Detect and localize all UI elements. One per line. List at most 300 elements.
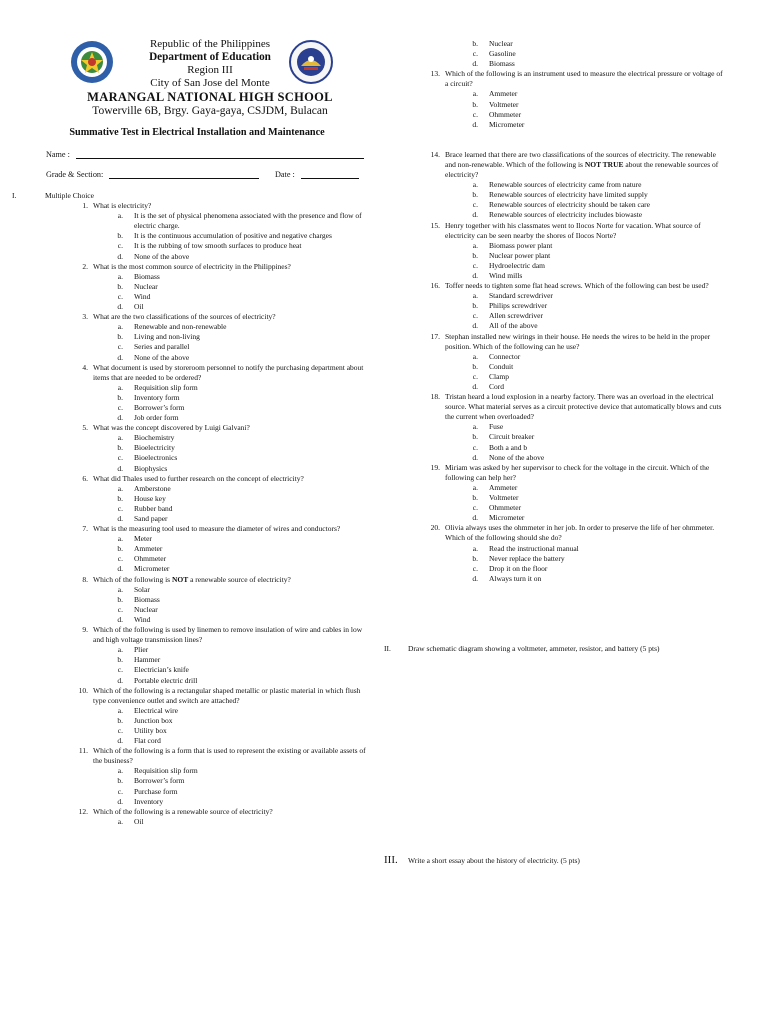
- answer-option[interactable]: [12, 706, 372, 716]
- question-item: [12, 312, 372, 362]
- answer-option[interactable]: [382, 39, 727, 49]
- question-text: Stephan installed new wirings in their house. He needs the wires to be held in the proper position. Which of the following can he use?: [445, 331, 711, 351]
- answer-option[interactable]: [382, 493, 727, 503]
- answer-option[interactable]: [382, 503, 727, 513]
- answer-option[interactable]: [12, 665, 372, 675]
- name-field[interactable]: [46, 150, 364, 159]
- option-text: Series and parallel: [134, 342, 190, 352]
- option-letter: d.: [472, 210, 478, 220]
- option-text: Oil: [134, 302, 144, 312]
- answer-option[interactable]: [382, 321, 727, 331]
- date-field[interactable]: [275, 170, 359, 179]
- question-text: Which of the following is a renewable source of electricity?: [93, 806, 273, 816]
- question-number: 2.: [82, 261, 88, 271]
- option-text: Nuclear: [134, 281, 158, 291]
- section-1-heading: [12, 191, 372, 201]
- option-letter: b.: [472, 361, 478, 371]
- grade-section-field[interactable]: [46, 170, 259, 179]
- option-text: Biomass: [134, 594, 160, 604]
- left-column: [12, 191, 372, 827]
- question-number: 3.: [82, 312, 88, 322]
- option-letter: b.: [117, 443, 123, 453]
- answer-option[interactable]: [382, 261, 727, 271]
- option-text: Connector: [489, 351, 521, 361]
- question-item: [382, 523, 727, 584]
- answer-option[interactable]: [382, 100, 727, 110]
- option-text: Ammeter: [489, 89, 518, 99]
- option-text: Wind mills: [489, 270, 523, 280]
- answer-option[interactable]: [12, 464, 372, 474]
- republic-line: Republic of the Philippines: [149, 38, 271, 50]
- option-text: Gasoline: [489, 49, 516, 59]
- answer-option[interactable]: [382, 372, 727, 382]
- region-line: Region III: [187, 64, 233, 77]
- question-number: 5.: [82, 423, 88, 433]
- option-text: Nuclear: [489, 39, 513, 48]
- option-letter: d.: [472, 270, 478, 280]
- answer-option[interactable]: [12, 564, 372, 574]
- option-letter: b.: [472, 301, 478, 311]
- answer-option[interactable]: [382, 513, 727, 523]
- option-letter: c.: [117, 665, 123, 675]
- option-letter: c.: [472, 109, 478, 119]
- option-letter: a.: [117, 705, 123, 715]
- question-stem: [12, 686, 372, 706]
- option-text: All of the above: [489, 321, 538, 331]
- question-item: [12, 686, 372, 747]
- answer-option[interactable]: [12, 585, 372, 595]
- question-item: [12, 625, 372, 686]
- question-stem: [12, 423, 372, 433]
- question-item: [12, 201, 372, 262]
- answer-option[interactable]: [382, 564, 727, 574]
- answer-option[interactable]: [382, 311, 727, 321]
- option-text: Requisition slip form: [134, 382, 198, 392]
- option-text: Circuit breaker: [489, 432, 535, 442]
- option-text: Drop it on the floor: [489, 563, 548, 573]
- answer-option[interactable]: [382, 271, 727, 281]
- option-letter: c.: [472, 371, 478, 381]
- question-number: 12.: [78, 806, 88, 816]
- question-stem: [12, 201, 372, 211]
- option-letter: b.: [117, 231, 123, 241]
- answer-option[interactable]: [12, 544, 372, 554]
- question-number: 13.: [430, 69, 440, 79]
- answer-option[interactable]: [12, 484, 372, 494]
- question-text: Which of the following is a rectangular shaped metallic or plastic material in which flush type convenience outlet and switch are attached?: [93, 685, 361, 705]
- question-12-continued: [382, 39, 727, 69]
- answer-option[interactable]: [12, 443, 372, 453]
- question-stem: [12, 312, 372, 322]
- option-text: Inventory form: [134, 392, 180, 402]
- option-text: Electrical wire: [134, 705, 178, 715]
- option-letter: a.: [117, 816, 123, 826]
- section-2-instruction: Draw schematic diagram showing a voltmeter, ammeter, resistor, and battery (5 pts): [408, 644, 660, 653]
- question-stem: [12, 625, 372, 645]
- option-letter: b.: [472, 99, 478, 109]
- option-letter: d.: [117, 736, 123, 746]
- option-text: Wind: [134, 614, 151, 624]
- section-2-numeral: II.: [384, 644, 391, 653]
- option-letter: c.: [472, 200, 478, 210]
- answer-option[interactable]: [12, 534, 372, 544]
- question-number: 8.: [82, 574, 88, 584]
- question-number: 16.: [430, 281, 440, 291]
- option-letter: c.: [117, 604, 123, 614]
- option-letter: b.: [117, 776, 123, 786]
- question-stem: [382, 332, 727, 352]
- option-letter: c.: [117, 342, 123, 352]
- answer-option[interactable]: [12, 302, 372, 312]
- option-text: Renewable sources of electricity came from nature: [489, 180, 642, 190]
- question-item: [12, 262, 372, 312]
- option-text: Portable electric drill: [134, 675, 198, 685]
- question-number: 15.: [430, 220, 440, 230]
- question-item: [12, 363, 372, 424]
- question-stem: [12, 474, 372, 484]
- option-letter: d.: [117, 796, 123, 806]
- question-text: What did Thales used to further research on the concept of electricity?: [93, 473, 304, 483]
- option-letter: b.: [472, 553, 478, 563]
- option-text: Voltmeter: [489, 99, 519, 109]
- option-text: None of the above: [134, 251, 190, 261]
- option-letter: d.: [117, 675, 123, 685]
- option-letter: d.: [117, 514, 123, 523]
- emphasis-text: NOT: [171, 574, 189, 584]
- answer-option[interactable]: [382, 422, 727, 432]
- city-line: City of San Jose del Monte: [150, 77, 270, 90]
- option-text: Both a and b: [489, 442, 528, 452]
- answer-option[interactable]: [12, 433, 372, 443]
- option-text: Biomass: [134, 271, 160, 281]
- option-text: Voltmeter: [489, 493, 519, 503]
- option-letter: b.: [472, 190, 478, 200]
- option-letter: a.: [117, 483, 123, 493]
- answer-option[interactable]: [382, 544, 727, 554]
- option-letter: b.: [117, 281, 123, 291]
- option-text: Job order form: [134, 413, 179, 423]
- question-number: 17.: [430, 331, 440, 341]
- question-stem: [382, 69, 727, 89]
- option-text: Flat cord: [134, 736, 161, 746]
- option-letter: a.: [472, 180, 478, 190]
- option-letter: d.: [472, 321, 478, 331]
- question-item: [12, 807, 372, 827]
- option-letter: d.: [117, 564, 123, 574]
- option-text: Conduit: [489, 361, 514, 371]
- question-stem: [12, 262, 372, 272]
- option-letter: a.: [472, 543, 478, 553]
- option-letter: b.: [472, 250, 478, 260]
- option-letter: c.: [472, 260, 478, 270]
- section-1-title: Multiple Choice: [45, 191, 94, 200]
- answer-option[interactable]: [12, 776, 372, 786]
- answer-option[interactable]: [12, 605, 372, 615]
- question-item: [12, 474, 372, 524]
- answer-option[interactable]: [382, 251, 727, 261]
- option-text: Renewable sources of electricity have limited supply: [489, 190, 648, 200]
- option-letter: c.: [117, 786, 123, 796]
- answer-option[interactable]: [12, 716, 372, 726]
- option-text: Nuclear: [134, 604, 158, 614]
- option-letter: c.: [472, 311, 478, 321]
- answer-option[interactable]: [12, 342, 372, 352]
- option-letter: b.: [117, 594, 123, 604]
- question-stem: [12, 807, 372, 817]
- name-line[interactable]: [76, 150, 364, 159]
- option-letter: d.: [472, 119, 478, 129]
- question-number: 18.: [430, 392, 440, 402]
- option-text: Biochemistry: [134, 433, 175, 443]
- option-text: Bioelectronics: [134, 453, 178, 463]
- option-text: Renewable sources of electricity includes biowaste: [489, 210, 643, 220]
- answer-option[interactable]: [382, 49, 727, 59]
- question-stem: [382, 281, 727, 291]
- answer-option[interactable]: [382, 382, 727, 392]
- option-letter: d.: [117, 614, 123, 624]
- question-text: Which of the following is NOT a renewable source of electricity?: [93, 574, 291, 584]
- section-3: [384, 854, 724, 866]
- option-letter: a.: [472, 89, 478, 99]
- answer-option[interactable]: [12, 322, 372, 332]
- option-letter: b.: [117, 715, 123, 725]
- option-letter: b.: [472, 432, 478, 442]
- question-number: 20.: [430, 523, 440, 533]
- answer-option[interactable]: [12, 817, 372, 827]
- question-text: Tristan heard a loud explosion in a nearby factory. There was an overload in the electrical source. What material serves as a circuit protective device that automatically blows and cuts the current when overloaded?: [445, 392, 722, 422]
- option-text: Standard screwdriver: [489, 291, 553, 301]
- option-text: Inventory: [134, 796, 164, 806]
- question-item: [382, 463, 727, 524]
- option-letter: a.: [117, 584, 123, 594]
- option-letter: d.: [472, 452, 478, 462]
- option-letter: a.: [472, 240, 478, 250]
- option-text: Micrometer: [489, 119, 525, 129]
- question-text: Which of the following is an instrument used to measure the electrical pressure or voltage of a circuit?: [445, 69, 723, 89]
- answer-option[interactable]: [12, 504, 372, 514]
- option-text: Utility box: [134, 725, 167, 735]
- answer-option[interactable]: [12, 403, 372, 413]
- question-text: What are the two classifications of the sources of electricity?: [93, 312, 276, 322]
- answer-option[interactable]: [382, 352, 727, 362]
- answer-option[interactable]: [382, 443, 727, 453]
- option-text: Nuclear power plant: [489, 250, 551, 260]
- answer-option[interactable]: [382, 241, 727, 251]
- question-item: [12, 746, 372, 807]
- option-text: Rubber band: [134, 503, 173, 513]
- question-stem: [12, 524, 372, 534]
- answer-option[interactable]: [382, 362, 727, 372]
- date-line[interactable]: [301, 170, 359, 179]
- option-letter: a.: [117, 534, 123, 544]
- option-letter: b.: [117, 392, 123, 402]
- option-text: Bioelectricity: [134, 443, 175, 453]
- answer-option[interactable]: [382, 432, 727, 442]
- option-text: Ohmmeter: [134, 554, 167, 564]
- answer-option[interactable]: [12, 353, 372, 363]
- answer-option[interactable]: [12, 787, 372, 797]
- option-text: Biomass power plant: [489, 240, 553, 250]
- question-stem: [12, 575, 372, 585]
- option-text: Borrower’s form: [134, 776, 185, 786]
- question-text: What is the measuring tool used to measure the diameter of wires and conductors?: [93, 524, 341, 534]
- answer-option[interactable]: [12, 676, 372, 686]
- answer-option[interactable]: [12, 241, 372, 251]
- answer-option[interactable]: [382, 89, 727, 99]
- question-number: 10.: [78, 685, 88, 695]
- answer-option[interactable]: [382, 301, 727, 311]
- answer-option[interactable]: [12, 514, 372, 524]
- answer-option[interactable]: [12, 332, 372, 342]
- question-item: [12, 524, 372, 574]
- answer-option[interactable]: [382, 483, 727, 493]
- option-letter: a.: [117, 645, 123, 655]
- answer-option[interactable]: [382, 453, 727, 463]
- option-text: Renewable and non-renewable: [134, 322, 227, 332]
- option-text: Philips screwdriver: [489, 301, 548, 311]
- option-text: Allen screwdriver: [489, 311, 543, 321]
- answer-option[interactable]: [12, 554, 372, 564]
- answer-option[interactable]: [12, 252, 372, 262]
- answer-option[interactable]: [382, 574, 727, 584]
- question-number: 9.: [82, 625, 88, 635]
- question-stem: [382, 392, 727, 422]
- answer-option[interactable]: [382, 180, 727, 190]
- option-text: It is the continuous accumulation of positive and negative charges: [134, 231, 332, 241]
- option-letter: d.: [117, 413, 123, 423]
- question-stem: [382, 523, 727, 543]
- answer-option[interactable]: [382, 291, 727, 301]
- option-letter: c.: [117, 291, 123, 301]
- option-letter: a.: [117, 766, 123, 776]
- option-text: Renewable sources of electricity should be taken care: [489, 200, 650, 210]
- question-text: Olivia always uses the ohmmeter in her job. In order to preserve the life of her ohmmeter. Which of the following should she do?: [445, 523, 715, 543]
- answer-option[interactable]: [12, 726, 372, 736]
- option-letter: b.: [472, 39, 478, 48]
- answer-option[interactable]: [382, 110, 727, 120]
- option-letter: d.: [117, 463, 123, 473]
- date-label: Date :: [275, 170, 295, 179]
- grade-section-line[interactable]: [109, 170, 259, 179]
- question-item: [382, 69, 727, 130]
- option-letter: c.: [117, 453, 123, 463]
- option-text: None of the above: [134, 352, 190, 362]
- option-text: Ohmmeter: [489, 109, 522, 119]
- option-letter: d.: [472, 382, 478, 391]
- question-text: Which of the following is a form that is used to represent the existing or available assets of the business?: [93, 746, 366, 766]
- option-letter: b.: [117, 655, 123, 665]
- option-letter: a.: [472, 351, 478, 361]
- answer-option[interactable]: [12, 453, 372, 463]
- question-number: 19.: [430, 462, 440, 472]
- answer-option[interactable]: [12, 655, 372, 665]
- option-text: Borrower’s form: [134, 402, 185, 412]
- option-text: Oil: [134, 816, 144, 826]
- question-item: [382, 150, 727, 221]
- option-text: Purchase form: [134, 786, 178, 796]
- question-stem: [12, 363, 372, 383]
- option-letter: b.: [472, 493, 478, 503]
- school-address: Towerville 6B, Brgy. Gaya-gaya, CSJDM, Bulacan: [92, 104, 328, 117]
- answer-option[interactable]: [12, 393, 372, 403]
- answer-option[interactable]: [12, 615, 372, 625]
- question-text: Brace learned that there are two classifications of the sources of electricity. The renewable and non-renewable. Which of the following is NOT TRUE about the renewable sources of electricity?: [445, 149, 719, 180]
- question-text: Henry together with his classmates went to Ilocos Norte for vacation. What source of electricity can be seen nearby the shores of Ilocos Norte?: [445, 220, 701, 240]
- answer-option[interactable]: [12, 645, 372, 655]
- option-text: Requisition slip form: [134, 766, 198, 776]
- department-line: Department of Education: [149, 50, 271, 63]
- question-text: Miriam was asked by her supervisor to check for the voltage in the circuit. Which of the following can help her?: [445, 462, 710, 482]
- option-text: Ammeter: [134, 544, 163, 554]
- option-text: Micrometer: [134, 564, 170, 574]
- deped-seal-icon: [289, 40, 333, 84]
- question-item: [382, 332, 727, 393]
- option-text: Sand paper: [134, 514, 168, 523]
- option-letter: d.: [117, 302, 123, 312]
- answer-option[interactable]: [12, 272, 372, 282]
- question-text: Which of the following is used by linemen to remove insulation of wire and cables in low and high voltage transmission lines?: [93, 625, 363, 645]
- answer-option[interactable]: [12, 595, 372, 605]
- option-letter: a.: [117, 322, 123, 332]
- answer-option[interactable]: [12, 494, 372, 504]
- right-column: [382, 39, 727, 584]
- option-letter: c.: [472, 563, 478, 573]
- question-number: 4.: [82, 362, 88, 372]
- section-3-numeral: III.: [384, 854, 398, 866]
- school-name: MARANGAL NATIONAL HIGH SCHOOL: [87, 90, 333, 105]
- spacer: [382, 130, 727, 150]
- answer-option[interactable]: [382, 59, 727, 69]
- option-text: Clamp: [489, 371, 509, 381]
- option-text: Amberstone: [134, 483, 171, 493]
- option-text: It is the set of physical phenomena associated with the presence and flow of electric charge.: [134, 211, 362, 231]
- option-letter: d.: [472, 59, 478, 69]
- answer-option[interactable]: [382, 120, 727, 130]
- option-text: Micrometer: [489, 513, 525, 523]
- answer-option[interactable]: [12, 797, 372, 807]
- option-text: Read the instructional manual: [489, 543, 579, 553]
- answer-option[interactable]: [382, 210, 727, 220]
- option-text: Cord: [489, 382, 504, 391]
- answer-option[interactable]: [12, 383, 372, 393]
- option-letter: a.: [472, 482, 478, 492]
- option-text: Ohmmeter: [489, 503, 522, 513]
- answer-option[interactable]: [382, 554, 727, 564]
- answer-option[interactable]: [12, 231, 372, 241]
- answer-option[interactable]: [382, 200, 727, 210]
- answer-option[interactable]: [12, 766, 372, 776]
- question-item: [382, 221, 727, 282]
- option-text: Plier: [134, 645, 149, 655]
- answer-option[interactable]: [12, 413, 372, 423]
- option-text: None of the above: [489, 452, 545, 462]
- answer-option[interactable]: [12, 282, 372, 292]
- option-text: Electrician’s knife: [134, 665, 189, 675]
- question-text: What is the most common source of electricity in the Philippines?: [93, 261, 291, 271]
- emphasis-text: NOT TRUE: [584, 159, 624, 169]
- answer-option[interactable]: [12, 211, 372, 231]
- option-letter: a.: [117, 382, 123, 392]
- option-letter: c.: [117, 402, 123, 412]
- answer-option[interactable]: [12, 736, 372, 746]
- option-text: Hammer: [134, 655, 161, 665]
- option-letter: c.: [117, 241, 123, 251]
- grade-section-label: Grade & Section:: [46, 170, 104, 179]
- answer-option[interactable]: [382, 190, 727, 200]
- option-text: Biomass: [489, 59, 515, 69]
- option-text: Wind: [134, 291, 151, 301]
- answer-option[interactable]: [12, 292, 372, 302]
